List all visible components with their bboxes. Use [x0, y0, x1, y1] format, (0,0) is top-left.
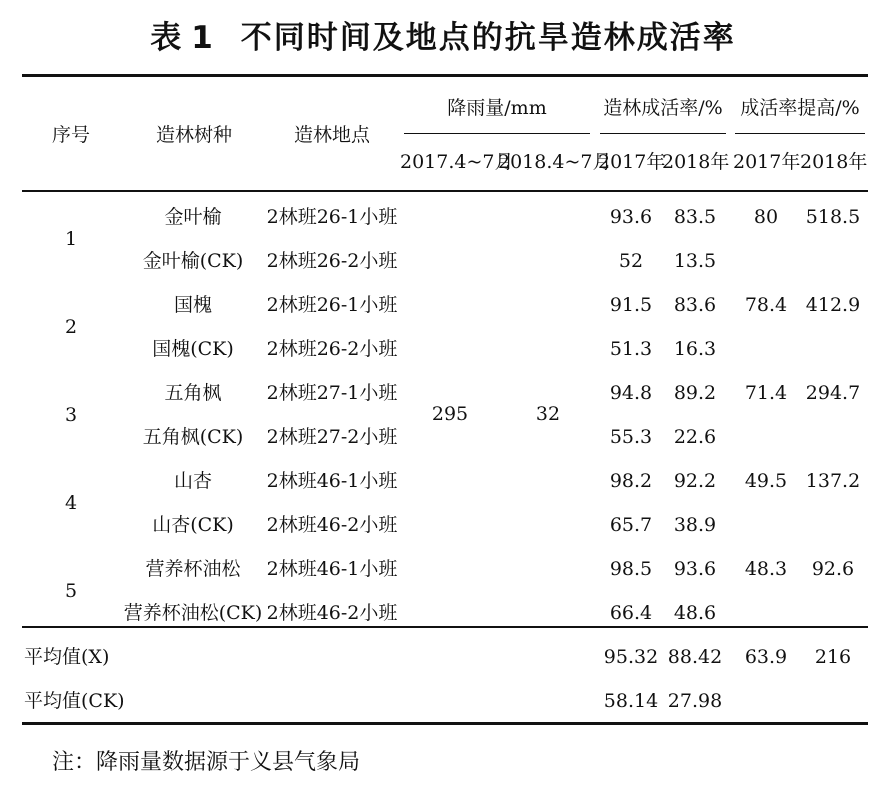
header-surv-2017: 2017年 [598, 151, 666, 173]
survival-2018: 92.2 [673, 470, 717, 492]
seq-number: 3 [64, 404, 78, 426]
site-name: 2林班26-2小班 [266, 250, 398, 272]
increase-2018: 92.6 [811, 558, 855, 580]
seq-number: 1 [64, 228, 78, 250]
increase-subrule [735, 133, 865, 134]
rainfall-2018-value: 32 [535, 403, 561, 425]
survival-2017: 94.8 [609, 382, 653, 404]
survival-2017: 98.5 [609, 558, 653, 580]
title-number: 1 [191, 20, 215, 56]
site-name: 2林班46-1小班 [266, 470, 398, 492]
seq-number: 2 [64, 316, 78, 338]
header-site: 造林地点 [293, 124, 370, 146]
survival-2018: 38.9 [673, 514, 717, 536]
species-name: 山杏 [173, 470, 212, 492]
header-rain-2017: 2017.4~7月 [400, 151, 514, 173]
increase-2018: 518.5 [805, 206, 861, 228]
increase-2017: 48.3 [744, 558, 788, 580]
table-note: 注：降雨量数据源于义县气象局 [52, 750, 361, 775]
species-name: 营养杯油松 [145, 558, 241, 580]
species-name: 五角枫 [164, 382, 222, 404]
header-seq: 序号 [51, 124, 90, 146]
header-survival: 造林成活率/% [603, 97, 723, 119]
increase-2018: 294.7 [805, 382, 861, 404]
average-increase-2017: 63.9 [744, 646, 788, 668]
increase-2017: 49.5 [744, 470, 788, 492]
increase-2017: 78.4 [744, 294, 788, 316]
survival-subrule [600, 133, 726, 134]
average-survival-2017: 58.14 [603, 690, 659, 712]
species-name: 金叶榆(CK) [142, 250, 244, 272]
site-name: 2林班26-1小班 [266, 206, 398, 228]
average-label: 平均值(CK) [24, 690, 125, 712]
average-survival-2017: 95.32 [603, 646, 659, 668]
increase-2017: 80 [753, 206, 779, 228]
survival-2018: 83.6 [673, 294, 717, 316]
species-name: 山杏(CK) [152, 514, 234, 536]
header-surv-2018: 2018年 [662, 151, 730, 173]
increase-2018: 412.9 [805, 294, 861, 316]
increase-2017: 71.4 [744, 382, 788, 404]
bottom-rule [22, 722, 868, 725]
site-name: 2林班26-2小班 [266, 338, 398, 360]
survival-2018: 13.5 [673, 250, 717, 272]
header-inc-2017: 2017年 [733, 151, 801, 173]
site-name: 2林班46-1小班 [266, 558, 398, 580]
survival-2018: 89.2 [673, 382, 717, 404]
average-label: 平均值(X) [24, 646, 110, 668]
survival-2018: 48.6 [673, 602, 717, 624]
survival-2017: 66.4 [609, 602, 653, 624]
survival-2017: 91.5 [609, 294, 653, 316]
rainfall-subrule [404, 133, 590, 134]
species-name: 国槐(CK) [152, 338, 234, 360]
survival-2017: 51.3 [609, 338, 653, 360]
header-rule [22, 190, 868, 192]
top-rule [22, 74, 868, 77]
survival-2017: 93.6 [609, 206, 653, 228]
average-survival-2018: 27.98 [667, 690, 723, 712]
survival-2017: 98.2 [609, 470, 653, 492]
survival-2018: 83.5 [673, 206, 717, 228]
header-inc-2018: 2018年 [800, 151, 868, 173]
survival-2017: 55.3 [609, 426, 653, 448]
site-name: 2林班46-2小班 [266, 514, 398, 536]
survival-2018: 22.6 [673, 426, 717, 448]
survival-2018: 93.6 [673, 558, 717, 580]
increase-2018: 137.2 [805, 470, 861, 492]
average-rule [22, 626, 868, 628]
average-survival-2018: 88.42 [667, 646, 723, 668]
species-name: 金叶榆 [164, 206, 222, 228]
species-name: 五角枫(CK) [142, 426, 244, 448]
header-increase: 成活率提高/% [740, 97, 860, 119]
table-title [0, 12, 886, 57]
site-name: 2林班27-1小班 [266, 382, 398, 404]
header-species: 造林树种 [155, 124, 232, 146]
header-rainfall: 降雨量/mm [447, 97, 547, 119]
rainfall-2017-value: 295 [431, 403, 469, 425]
survival-2017: 52 [618, 250, 644, 272]
survival-2017: 65.7 [609, 514, 653, 536]
site-name: 2林班46-2小班 [266, 602, 398, 624]
site-name: 2林班27-2小班 [266, 426, 398, 448]
seq-number: 4 [64, 492, 78, 514]
site-name: 2林班26-1小班 [266, 294, 398, 316]
survival-2018: 16.3 [673, 338, 717, 360]
seq-number: 5 [64, 580, 78, 602]
title-text: 不同时间及地点的抗旱造林成活率 [240, 20, 736, 56]
header-rain-2018: 2018.4~7月 [498, 151, 612, 173]
average-increase-2018: 216 [814, 646, 852, 668]
species-name: 国槐 [173, 294, 212, 316]
species-name: 营养杯油松(CK) [123, 602, 263, 624]
title-prefix: 表 [150, 20, 184, 56]
